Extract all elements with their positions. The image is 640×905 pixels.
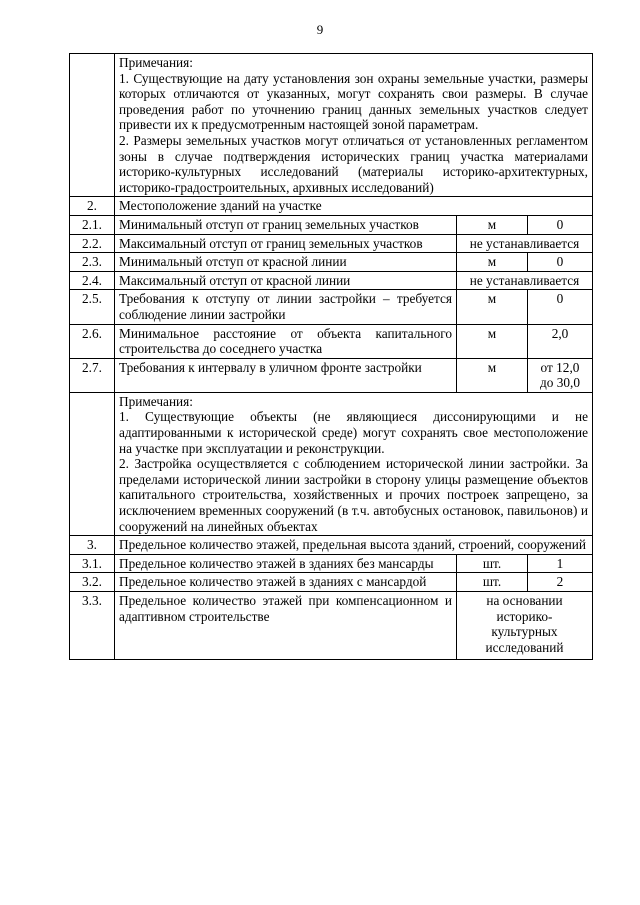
row-value: 2 (528, 573, 593, 592)
row-number: 2.5. (70, 290, 115, 324)
table-row (70, 573, 593, 592)
note-row (70, 54, 593, 197)
note-num-cell (70, 392, 115, 535)
row-text: Требования к интервалу в уличном фронте застройки (115, 358, 457, 392)
note-item: 1. Существующие объекты (не являющиеся диссонирующими и не адаптированными к исторической среде) могут сохранять свое местоположение на участке при эксплуатации и реконструкции. (119, 409, 588, 456)
row-unit: шт. (457, 554, 528, 573)
row-unit: м (457, 253, 528, 272)
note-item: 2. Застройка осуществляется с соблюдением исторической линии застройки. За пределами исторической линии застройки в сторону улицы размещение объектов капитального строительства, хозяйственных и прочих построек запрещено, за исключением временных сооружений (в т.ч. автобусных остановок, павильонов) и сооружений на линейных объектах (119, 456, 588, 534)
row-number: 2.1. (70, 215, 115, 234)
note-cell (115, 392, 593, 535)
row-text: Требования к отступу от линии застройки – требуется соблюдение линии застройки (115, 290, 457, 324)
row-text: Минимальный отступ от красной линии (115, 253, 457, 272)
note-row (70, 392, 593, 535)
row-number: 2.2. (70, 234, 115, 253)
table-row (70, 290, 593, 324)
row-number: 3.3. (70, 592, 115, 660)
table-row (70, 554, 593, 573)
row-merged-value: на основании историко-культурных исследований (457, 592, 593, 660)
row-value: 0 (528, 253, 593, 272)
row-text: Минимальный отступ от границ земельных участков (115, 215, 457, 234)
row-number: 2.6. (70, 324, 115, 358)
table-row (70, 234, 593, 253)
row-value: 2,0 (528, 324, 593, 358)
row-text: Предельное количество этажей в зданиях без мансарды (115, 554, 457, 573)
row-merged-value: не устанавливается (457, 234, 593, 253)
note-cell (115, 54, 593, 197)
row-text: Предельное количество этажей при компенсационном и адаптивном строительстве (115, 592, 457, 660)
row-unit: м (457, 290, 528, 324)
table-row (70, 358, 593, 392)
section-title: Местоположение зданий на участке (115, 197, 593, 216)
row-unit: м (457, 358, 528, 392)
note-heading: Примечания: (119, 393, 193, 409)
row-value: 0 (528, 215, 593, 234)
table-row (70, 253, 593, 272)
table-row (70, 271, 593, 290)
row-value: 0 (528, 290, 593, 324)
row-merged-value: не устанавливается (457, 271, 593, 290)
row-text: Предельное количество этажей в зданиях с мансардой (115, 573, 457, 592)
row-value (528, 358, 593, 392)
row-text: Минимальное расстояние от объекта капитального строительства до соседнего участка (115, 324, 457, 358)
regulations-table (69, 53, 593, 660)
note-item: 1. Существующие на дату установления зон охраны земельные участки, размеры которых отличаются от указанных, могут сохранять свои размеры. В случае проведения работ по уточнению границ данных земельных участков следует привести их к предусмотренным настоящей зоной параметрам. (119, 70, 588, 133)
table-row (70, 324, 593, 358)
note-num-cell (70, 54, 115, 197)
row-number: 2.4. (70, 271, 115, 290)
row-unit: шт. (457, 573, 528, 592)
page-number: 9 (316, 22, 324, 37)
row-number: 3.2. (70, 573, 115, 592)
section-title: Предельное количество этажей, предельная высота зданий, строений, сооружений (115, 536, 593, 555)
value-line: от 12,0 (540, 359, 580, 375)
row-number: 2.7. (70, 358, 115, 392)
row-text: Максимальный отступ от границ земельных участков (115, 234, 457, 253)
table-row (70, 592, 593, 660)
table-row (70, 215, 593, 234)
row-text: Максимальный отступ от красной линии (115, 271, 457, 290)
section-row (70, 197, 593, 216)
row-unit: м (457, 215, 528, 234)
row-number: 3.1. (70, 554, 115, 573)
section-number: 3. (70, 536, 115, 555)
row-number: 2.3. (70, 253, 115, 272)
note-item: 2. Размеры земельных участков могут отличаться от установленных регламентом зоны в случае подтверждения исторических границ участка материалами историко-культурных исследований (материалы историко-архитектурных, историко-градостроительных, архивных исследований) (119, 132, 588, 195)
value-line: до 30,0 (539, 375, 580, 391)
row-unit: м (457, 324, 528, 358)
section-row (70, 536, 593, 555)
section-number: 2. (70, 197, 115, 216)
note-heading: Примечания: (119, 55, 193, 70)
row-value: 1 (528, 554, 593, 573)
